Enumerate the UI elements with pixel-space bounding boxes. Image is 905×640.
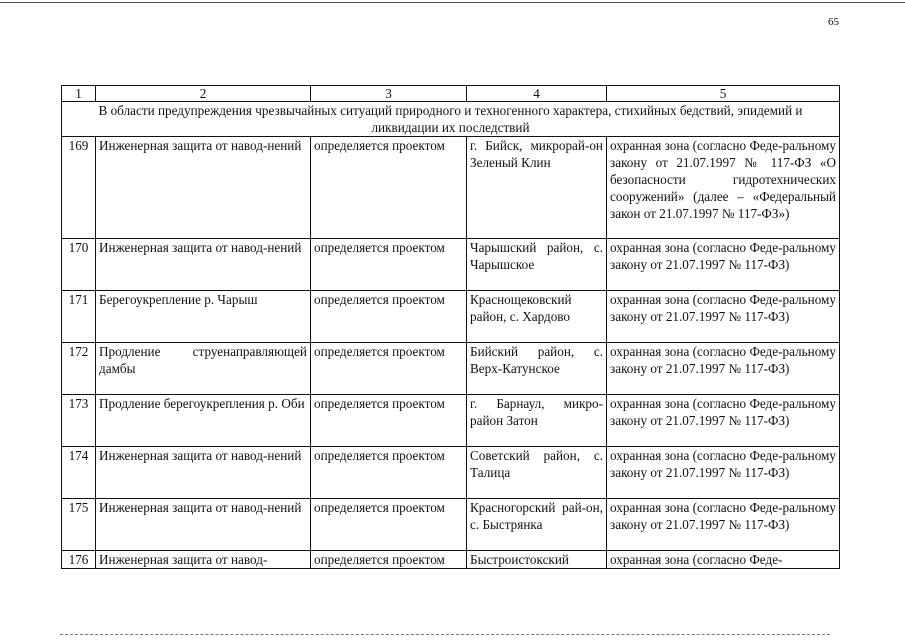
object-location: Красногорский рай-он, с. Быстрянка <box>467 499 607 551</box>
zone-description: охранная зона (согласно Феде-ральному закону от 21.07.1997 № 117-ФЗ) <box>607 395 840 447</box>
zone-description: охранная зона (согласно Феде-ральному закону от 21.07.1997 № 117-ФЗ) <box>607 499 840 551</box>
object-parameters: определяется проектом <box>311 447 467 499</box>
table-row <box>62 447 840 499</box>
object-name: Продление берегоукрепления р. Оби <box>96 395 311 447</box>
row-number: 172 <box>62 343 96 395</box>
object-name: Берегоукрепление р. Чарыш <box>96 291 311 343</box>
object-location: Чарышский район, с. Чарышское <box>467 239 607 291</box>
column-header: 2 <box>96 86 311 102</box>
top-border-line <box>0 2 905 3</box>
column-header: 3 <box>311 86 467 102</box>
row-number: 176 <box>62 551 96 569</box>
object-parameters: определяется проектом <box>311 137 467 239</box>
object-name: Инженерная защита от навод-нений <box>96 239 311 291</box>
object-name: Инженерная защита от навод-нений <box>96 137 311 239</box>
row-number: 174 <box>62 447 96 499</box>
zone-description: охранная зона (согласно Феде-ральному закону от 21.07.1997 № 117-ФЗ) <box>607 447 840 499</box>
object-name: Инженерная защита от навод-нений <box>96 447 311 499</box>
object-parameters: определяется проектом <box>311 239 467 291</box>
object-location: Быстроистокский <box>467 551 607 569</box>
zone-description: охранная зона (согласно Феде-ральному закону от 21.07.1997 № 117-ФЗ) <box>607 343 840 395</box>
zone-description: охранная зона (согласно Феде-ральному закону от 21.07.1997 № 117-ФЗ «О безопасности гидротехнических сооружений» (далее – «Федеральный закон от 21.07.1997 № 117-ФЗ») <box>607 137 840 239</box>
column-header: 5 <box>607 86 840 102</box>
object-name: Продление струенаправляющей дамбы <box>96 343 311 395</box>
page-number: 65 <box>828 16 839 28</box>
object-location: г. Барнаул, микро-район Затон <box>467 395 607 447</box>
object-parameters: определяется проектом <box>311 499 467 551</box>
row-number: 171 <box>62 291 96 343</box>
table-row <box>62 395 840 447</box>
row-number: 170 <box>62 239 96 291</box>
section-title: В области предупреждения чрезвычайных ситуаций природного и техногенного характера, стихийных бедствий, эпидемий и ликвидации их последствий <box>62 102 840 137</box>
zone-description: охранная зона (согласно Феде- <box>607 551 840 569</box>
column-header: 1 <box>62 86 96 102</box>
row-number: 173 <box>62 395 96 447</box>
table-row <box>62 499 840 551</box>
object-location: г. Бийск, микрорай-он Зеленый Клин <box>467 137 607 239</box>
table-row <box>62 137 840 239</box>
zone-description: охранная зона (согласно Феде-ральному закону от 21.07.1997 № 117-ФЗ) <box>607 239 840 291</box>
table-row <box>62 291 840 343</box>
registry-table <box>61 85 840 569</box>
row-number: 169 <box>62 137 96 239</box>
column-header: 4 <box>467 86 607 102</box>
object-parameters: определяется проектом <box>311 343 467 395</box>
zone-description: охранная зона (согласно Феде-ральному закону от 21.07.1997 № 117-ФЗ) <box>607 291 840 343</box>
object-parameters: определяется проектом <box>311 395 467 447</box>
table-row <box>62 551 840 569</box>
object-parameters: определяется проектом <box>311 551 467 569</box>
table-row <box>62 343 840 395</box>
object-name: Инженерная защита от навод- <box>96 551 311 569</box>
column-number-row <box>62 86 840 102</box>
object-location: Бийский район, с. Верх-Катунское <box>467 343 607 395</box>
bottom-scan-line <box>60 634 830 635</box>
object-location: Советский район, с. Талица <box>467 447 607 499</box>
object-name: Инженерная защита от навод-нений <box>96 499 311 551</box>
row-number: 175 <box>62 499 96 551</box>
object-location: Краснощековский район, с. Хардово <box>467 291 607 343</box>
table-row <box>62 239 840 291</box>
section-row <box>62 102 840 137</box>
object-parameters: определяется проектом <box>311 291 467 343</box>
